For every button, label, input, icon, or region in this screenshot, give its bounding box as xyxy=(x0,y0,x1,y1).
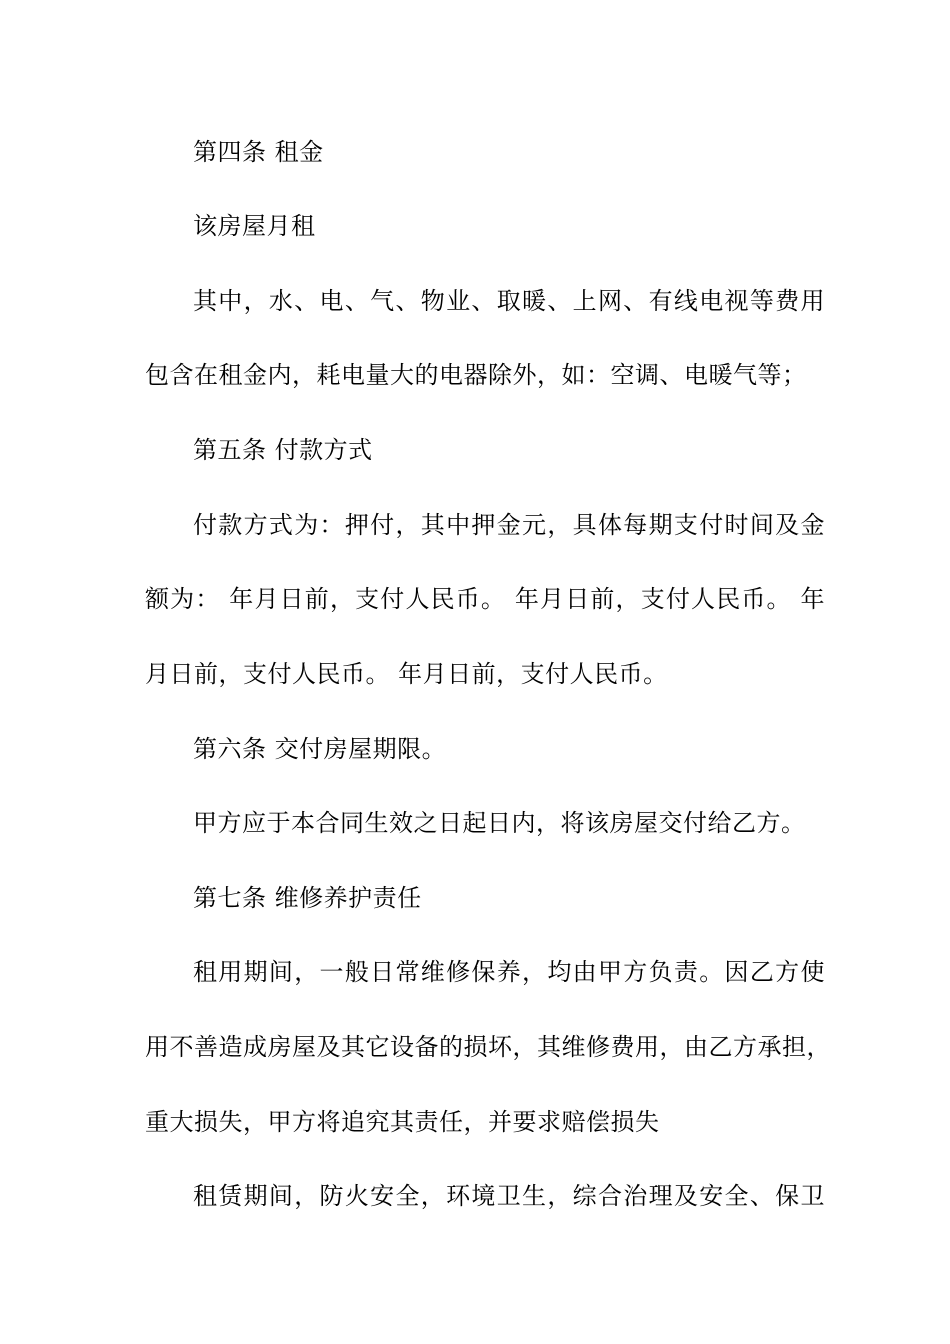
paragraph-line: 重大损失，甲方将追究其责任，并要求赔偿损失 xyxy=(145,1108,660,1136)
article-6-heading: 第六条 交付房屋期限。 xyxy=(193,735,447,763)
paragraph-line: 租用期间，一般日常维修保养，均由甲方负责。因乙方使 xyxy=(193,958,825,986)
article-5-heading: 第五条 付款方式 xyxy=(193,436,373,464)
article-7-heading: 第七条 维修养护责任 xyxy=(193,884,422,912)
paragraph-line: 甲方应于本合同生效之日起日内，将该房屋交付给乙方。 xyxy=(193,809,806,837)
paragraph-line: 额为： 年月日前，支付人民币。 年月日前，支付人民币。 年 xyxy=(145,585,825,613)
paragraph-line: 该房屋月租 xyxy=(193,212,316,240)
paragraph-line: 包含在租金内，耗电量大的电器除外，如：空调、电暖气等； xyxy=(145,361,807,389)
paragraph-line: 租赁期间，防火安全，环境卫生，综合治理及安全、保卫 xyxy=(193,1182,825,1210)
paragraph-line: 月日前，支付人民币。 年月日前，支付人民币。 xyxy=(145,660,668,688)
paragraph-line: 其中，水、电、气、物业、取暖、上网、有线电视等费用 xyxy=(193,287,825,315)
article-4-heading: 第四条 租金 xyxy=(193,138,324,166)
paragraph-line: 用不善造成房屋及其它设备的损坏，其维修费用，由乙方承担， xyxy=(145,1033,831,1061)
paragraph-line: 付款方式为：押付，其中押金元，具体每期支付时间及金 xyxy=(193,511,825,539)
